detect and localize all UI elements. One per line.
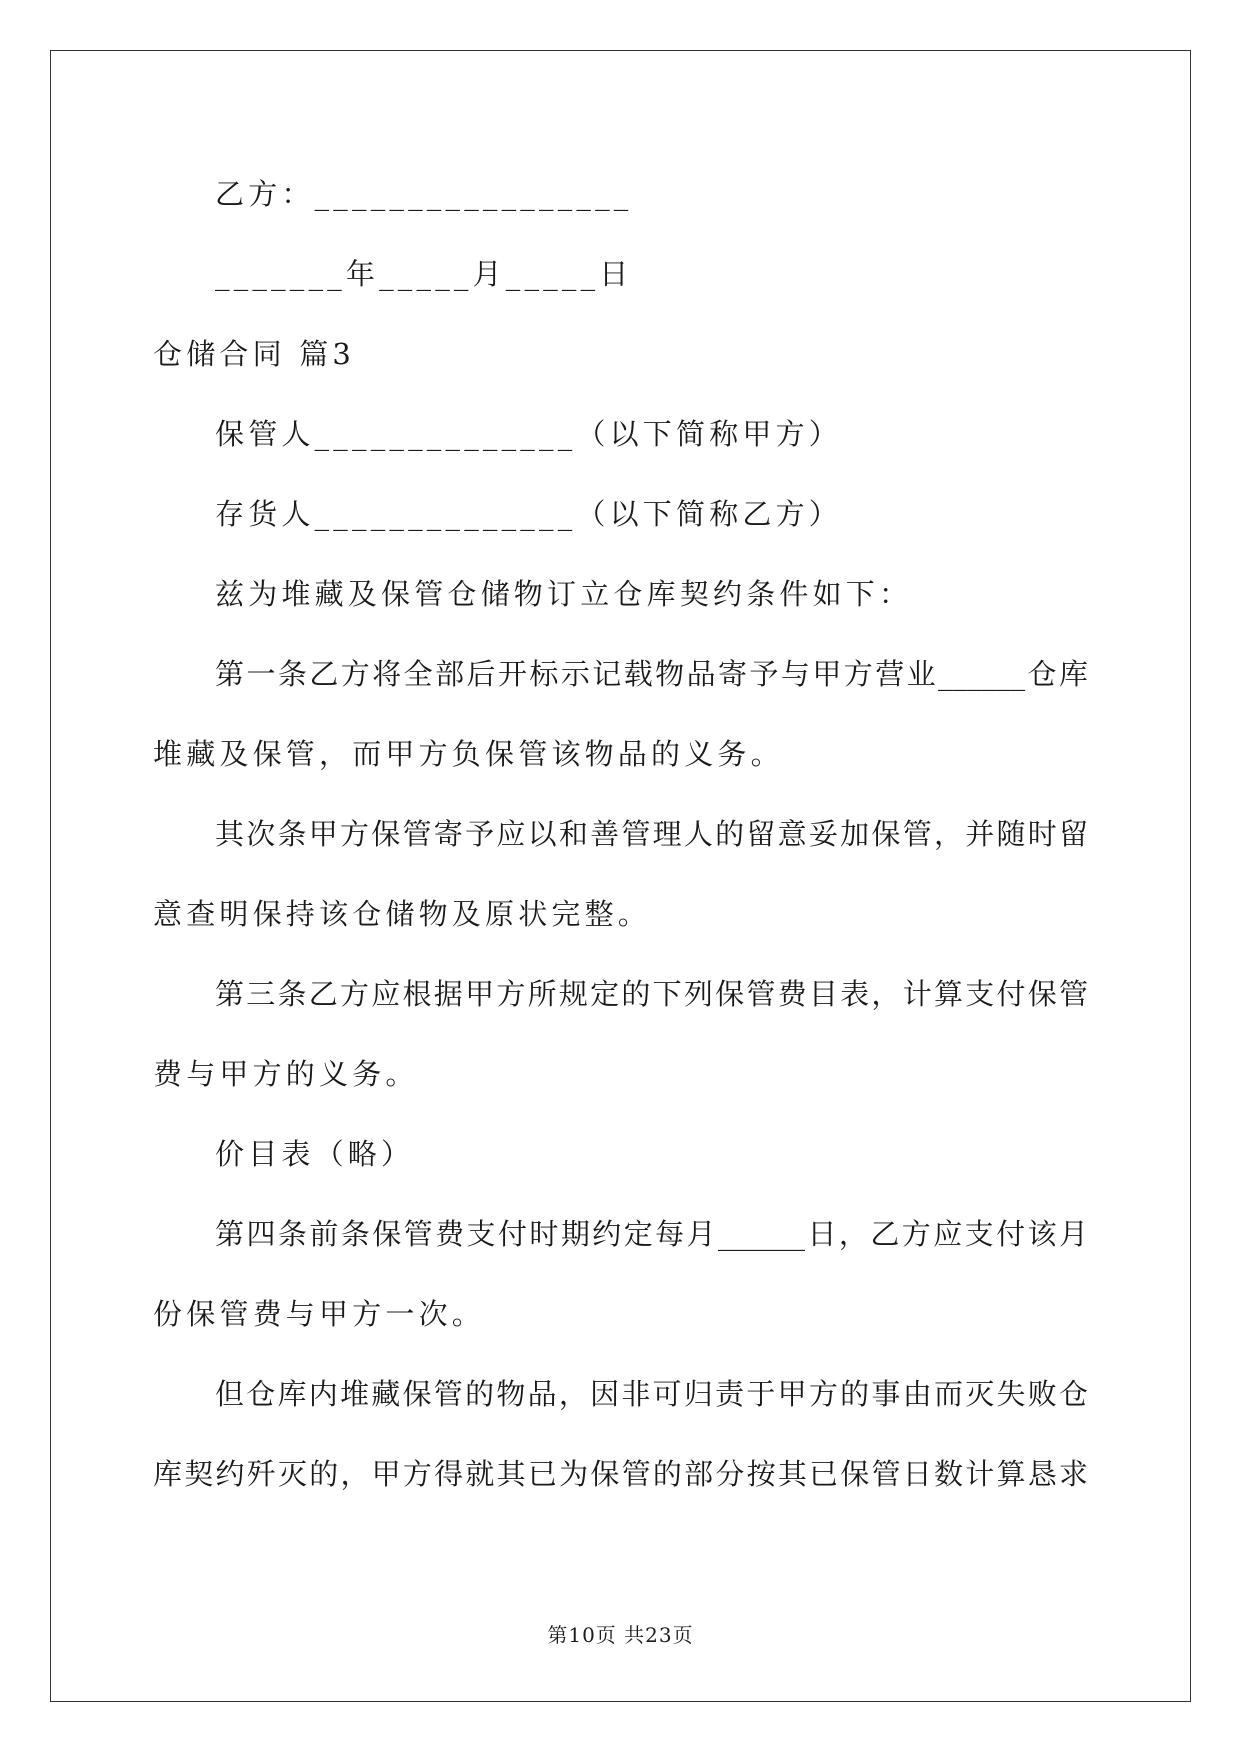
keeper-line: 保管人______________（以下简称甲方） [215,417,843,451]
price-list-line: 价目表（略） [215,1137,415,1171]
party-b-line: 乙方：_________________ [215,177,633,211]
exception-line-1: 但仓库内堆藏保管的物品，因非可归责于甲方的事由而灭失败仓 [215,1377,1088,1411]
depositor-line: 存货人______________（以下简称乙方） [215,497,843,531]
article-1-line-1: 第一条乙方将全部后开标示记载物品寄予与甲方营业______仓库 [215,657,1088,691]
date-line: _______年_____月_____日 [215,257,633,291]
article-3-line-2: 费与甲方的义务。 [153,1057,419,1091]
article-2-line-1: 其次条甲方保管寄予应以和善管理人的留意妥加保管，并随时留 [215,817,1088,851]
article-2-line-2: 意查明保持该仓储物及原状完整。 [153,897,652,931]
article-1-line-2: 堆藏及保管，而甲方负保管该物品的义务。 [153,737,784,771]
intro-paragraph: 兹为堆藏及保管仓储物订立仓库契约条件如下： [215,577,913,611]
article-4-line-2: 份保管费与甲方一次。 [153,1297,486,1331]
section-heading: 仓储合同 篇3 [153,337,356,371]
exception-line-2: 库契约歼灭的，甲方得就其已为保管的部分按其已保管日数计算恳求 [153,1457,1088,1491]
page-number-footer: 第10页 共23页 [547,1623,694,1647]
article-4-line-1: 第四条前条保管费支付时期约定每月______日，乙方应支付该月 [215,1217,1088,1251]
article-3-line-1: 第三条乙方应根据甲方所规定的下列保管费目表，计算支付保管 [215,977,1088,1011]
